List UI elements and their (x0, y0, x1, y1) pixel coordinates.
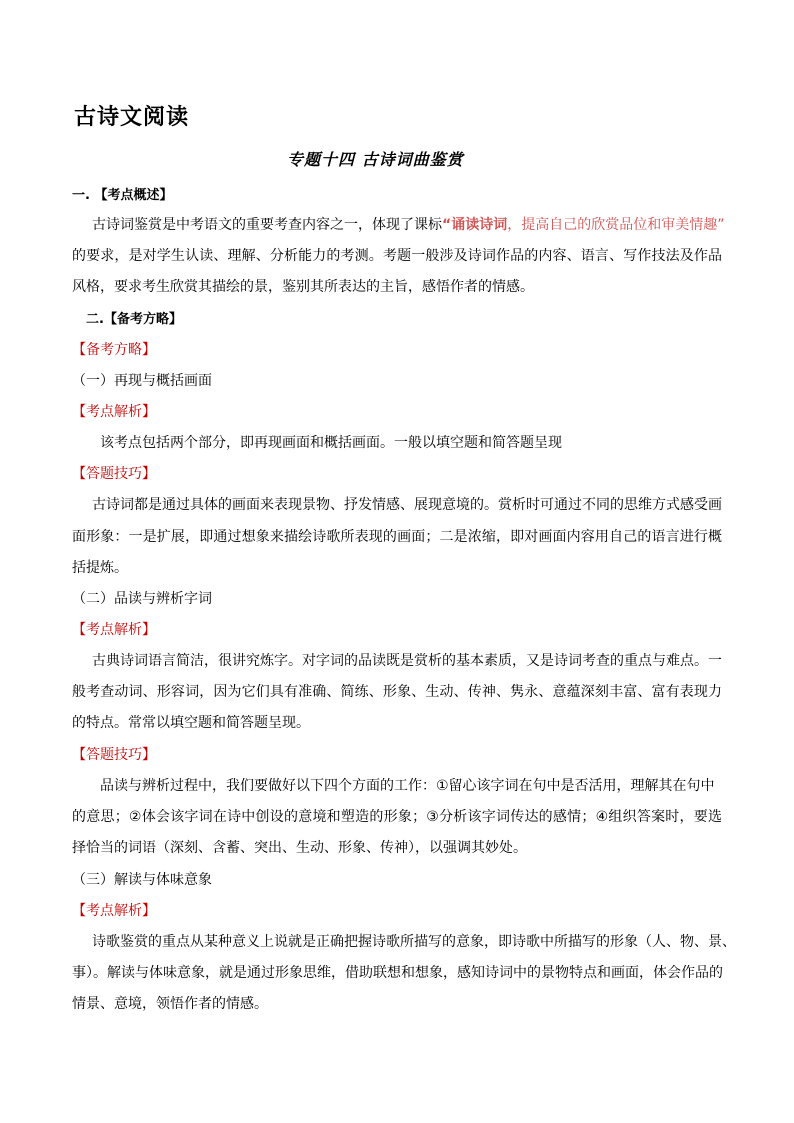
part1-analysis-text: 该考点包括两个部分，即再现画面和概括画面。一般以填空题和简答题呈现 (100, 435, 562, 451)
section1-paragraph-line2: 的要求，是对学生认读、理解、分析能力的考测。考题一般涉及诗词作品的内容、语言、写作技法及作品 (72, 248, 722, 264)
part1-heading: （一）再现与概括画面 (72, 373, 212, 389)
section1-line1-text-a: 古诗词鉴赏是中考语文的重要考查内容之一，体现了课标 (92, 217, 442, 233)
section1-line1-text-b: ，提高自己的欣赏品位和审美情趣” (507, 217, 725, 233)
part3-analysis-label: 【考点解析】 (72, 903, 156, 919)
page-title: 古诗文阅读 (74, 104, 190, 130)
section1-heading: 一. 【考点概述】 (72, 188, 173, 203)
part2-tips-line3: 择恰当的词语（深刻、含蓄、突出、生动、形象、传神），以强调其妙处。 (72, 840, 527, 856)
part1-tips-line2: 面形象：一是扩展，即通过想象来描绘诗歌所表现的画面；二是浓缩，即对画面内容用自己的语言进行概 (72, 529, 722, 545)
section1-highlight: “诵读诗词 (442, 217, 508, 233)
section1-paragraph-line1 (92, 215, 724, 235)
part1-analysis-label: 【考点解析】 (72, 404, 156, 420)
section1-paragraph-line3: 风格，要求考生欣赏其描绘的景，鉴别其所表达的主旨，感悟作者的情感。 (72, 279, 534, 295)
part3-analysis-line1: 诗歌鉴赏的重点从某种意义上说就是正确把握诗歌所描写的意象，即诗歌中所描写的形象（人、物、景、 (92, 934, 736, 950)
section2-red-heading: 【备考方略】 (72, 342, 156, 358)
part2-analysis-line3: 的特点。常常以填空题和简答题呈现。 (72, 715, 310, 731)
page-subtitle: 专题十四 古诗词曲鉴赏 (287, 150, 464, 169)
part2-tips-label: 【答题技巧】 (72, 747, 156, 763)
part1-tips-label: 【答题技巧】 (72, 466, 156, 482)
section2-heading: 二.【备考方略】 (86, 312, 182, 327)
part2-tips-line1: 品读与辨析过程中，我们要做好以下四个方面的工作：①留心该字词在句中是否活用，理解其在句中 (100, 778, 715, 794)
part2-analysis-label: 【考点解析】 (72, 622, 156, 638)
part3-analysis-line2: 事）。解读与体味意象，就是通过形象思维，借助联想和想象，感知诗词中的景物特点和画面，体会作品的 (72, 965, 723, 981)
part3-analysis-line3: 情景、意境，领悟作者的情感。 (72, 996, 268, 1012)
part2-tips-line2: 的意思；②体会该字词在诗中创设的意境和塑造的形象；③分析该字词传达的感情；④组织答案时，要选 (72, 809, 722, 825)
part1-tips-line3: 括提炼。 (72, 560, 128, 576)
part2-analysis-line2: 般考查动词、形容词，因为它们具有准确、简练、形象、生动、传神、隽永、意蕴深刻丰富、富有表现力 (72, 684, 722, 700)
part3-heading: （三）解读与体味意象 (72, 872, 212, 888)
part1-tips-line1: 古诗词都是通过具体的画面来表现景物、抒发情感、展现意境的。赏析时可通过不同的思维方式感受画 (92, 497, 722, 513)
part2-heading: （二）品读与辨析字词 (72, 591, 212, 607)
part2-analysis-line1: 古典诗词语言简洁，很讲究炼字。对字词的品读既是赏析的基本素质，又是诗词考查的重点与难点。一 (92, 653, 722, 669)
